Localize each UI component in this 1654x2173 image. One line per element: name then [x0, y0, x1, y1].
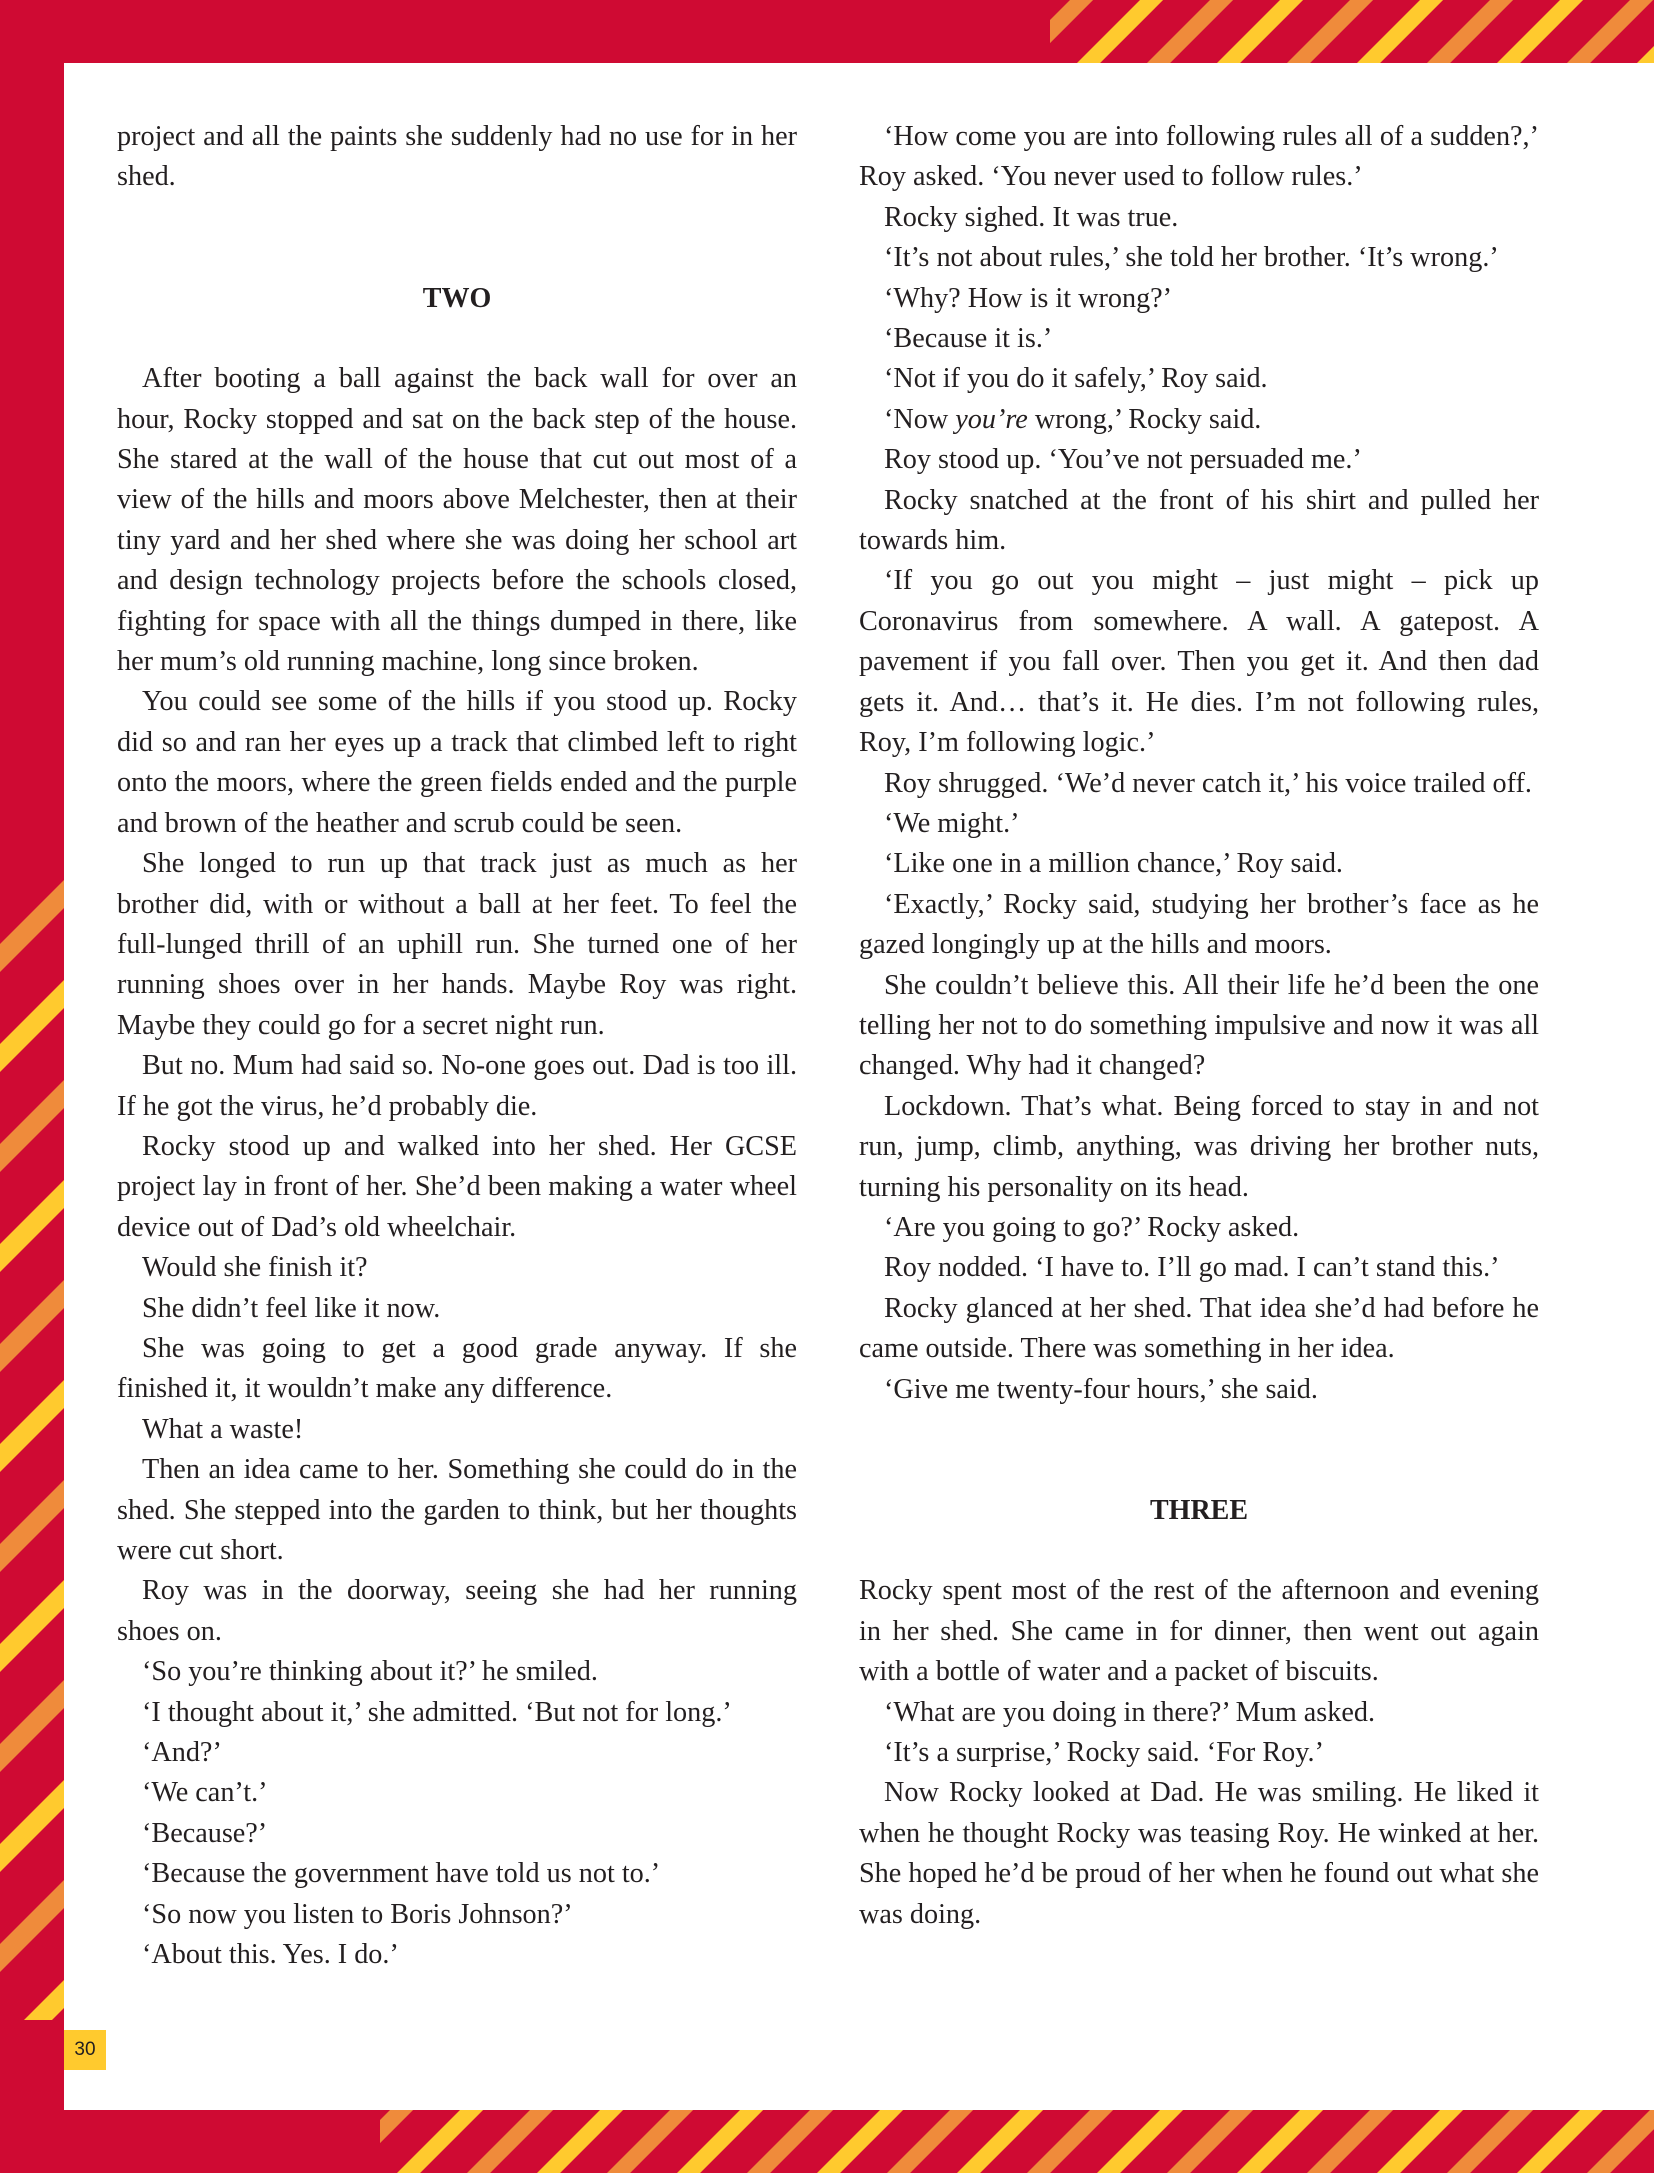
- stripe: [1027, 2110, 1113, 2173]
- paragraph: She longed to run up that track just as much as her brother did, with or without a ball at her feet. To feel the full-lunged thrill of an uphill run. She turned one of her running shoes over in her hands. Maybe Roy was right. Maybe they could go for a secret night run.: [117, 848, 797, 1041]
- page-body: [64, 63, 1654, 2110]
- stripe: [0, 980, 64, 1072]
- paragraph: ‘Why? How is it wrong?’: [884, 282, 1173, 314]
- bottom-stripes-decoration: [380, 2110, 1654, 2173]
- paragraph: Would she finish it?: [142, 1252, 368, 1284]
- stripe: [0, 1380, 64, 1472]
- left-text-column: [117, 117, 797, 1975]
- paragraph: Rocky glanced at her shed. That idea she’d had before he came outside. There was something in her idea.: [859, 1292, 1539, 1365]
- paragraph: ‘Because the government have told us not to.’: [142, 1858, 661, 1890]
- stripe: [1167, 2110, 1253, 2173]
- paragraph: You could see some of the hills if you stood up. Rocky did so and ran her eyes up a track that climbed left to right onto the moors, where the green fields ended and the purple and brown of the heather and scrub could be seen.: [117, 686, 797, 839]
- top-stripes-decoration: [1050, 0, 1654, 64]
- paragraph: ‘It’s a surprise,’ Rocky said. ‘For Roy.’: [884, 1737, 1324, 1769]
- stripe: [1356, 0, 1443, 64]
- paragraph: Rocky sighed. It was true.: [884, 201, 1179, 233]
- stripe: [1097, 2110, 1183, 2173]
- stripe: [1587, 2110, 1654, 2173]
- stripe: [607, 2110, 693, 2173]
- paragraph: She didn’t feel like it now.: [142, 1292, 441, 1324]
- paragraph: ‘We can’t.’: [142, 1777, 268, 1809]
- stripe: [1286, 0, 1373, 64]
- paragraph: project and all the paints she suddenly had no use for in her shed.: [117, 121, 797, 193]
- paragraph: ‘Exactly,’ Rocky said, studying her brother’s face as he gazed longingly up at the hills and moors.: [859, 888, 1539, 961]
- stripe: [747, 2110, 833, 2173]
- paragraph: Now Rocky looked at Dad. He was smiling. He liked it when he thought Rocky was teasing Roy. He winked at her. She hoped he’d be proud of her when he found out what she was doing.: [859, 1777, 1539, 1930]
- chapter-heading: TWO: [422, 282, 492, 314]
- stripe: [817, 2110, 903, 2173]
- paragraph: What a waste!: [142, 1413, 304, 1445]
- paragraph: But no. Mum had said so. No-one goes out. Dad is too ill. If he got the virus, he’d probably die.: [117, 1050, 797, 1122]
- page-number: 30: [64, 2030, 106, 2070]
- stripe: [397, 2110, 483, 2173]
- stripe: [0, 1980, 64, 2020]
- stripe: [1496, 0, 1583, 64]
- stripe: [1076, 0, 1163, 64]
- stripe: [0, 880, 64, 972]
- paragraph: ‘So you’re thinking about it?’ he smiled.: [142, 1656, 598, 1688]
- stripe: [0, 1580, 64, 1672]
- paragraph: She was going to get a good grade anyway. If she finished it, it wouldn’t make any difference.: [117, 1332, 797, 1405]
- stripe: [0, 1680, 64, 1772]
- stripe: [537, 2110, 623, 2173]
- stripe: [467, 2110, 553, 2173]
- paragraph: Roy nodded. ‘I have to. I’ll go mad. I can’t stand this.’: [884, 1252, 1500, 1284]
- paragraph: Rocky snatched at the front of his shirt and pulled her towards him.: [859, 484, 1539, 557]
- stripe: [1426, 0, 1513, 64]
- paragraph: ‘Because it is.’: [884, 323, 1053, 355]
- stripe: [0, 1080, 64, 1172]
- stripe: [1517, 2110, 1603, 2173]
- paragraph: Roy stood up. ‘You’ve not persuaded me.’: [884, 444, 1362, 476]
- paragraph: ‘Are you going to go?’ Rocky asked.: [884, 1211, 1300, 1243]
- paragraph: ‘It’s not about rules,’ she told her brother. ‘It’s wrong.’: [884, 242, 1499, 274]
- paragraph: Roy shrugged. ‘We’d never catch it,’ his voice trailed off.: [884, 767, 1532, 799]
- stripe: [1377, 2110, 1463, 2173]
- paragraph: ‘Because?’: [142, 1817, 268, 1849]
- paragraph: ‘And?’: [142, 1737, 222, 1769]
- paragraph: She couldn’t believe this. All their life he’d been the one telling her not to do something impulsive and now it was all changed. Why had it changed?: [859, 969, 1539, 1082]
- stripe: [1447, 2110, 1533, 2173]
- paragraph: Then an idea came to her. Something she could do in the shed. She stepped into the garden to think, but her thoughts were cut short.: [117, 1454, 797, 1566]
- stripe: [0, 1280, 64, 1372]
- stripe: [0, 1180, 64, 1272]
- stripe: [1216, 0, 1303, 64]
- paragraph: Lockdown. That’s what. Being forced to stay in and not run, jump, climb, anything, was driving her brother nuts, turning his personality on its head.: [859, 1090, 1539, 1203]
- stripe: [1146, 0, 1233, 64]
- paragraph: ‘Not if you do it safely,’ Roy said.: [884, 363, 1268, 395]
- stripe: [1566, 0, 1653, 64]
- emphasis: you’re: [955, 403, 1028, 435]
- paragraph: ‘How come you are into following rules all of a sudden?,’ Roy asked. ‘You never used to follow rules.’: [859, 121, 1539, 193]
- stripe: [0, 1480, 64, 1572]
- paragraph: ‘I thought about it,’ she admitted. ‘But not for long.’: [142, 1696, 732, 1728]
- paragraph: ‘About this. Yes. I do.’: [142, 1939, 399, 1971]
- paragraph: ‘Give me twenty-four hours,’ she said.: [884, 1373, 1318, 1405]
- paragraph: ‘We might.’: [884, 807, 1020, 839]
- paragraph: Roy was in the doorway, seeing she had her running shoes on.: [117, 1575, 797, 1647]
- paragraph: ‘Now you’re wrong,’ Rocky said.: [884, 403, 1262, 435]
- stripe: [1237, 2110, 1323, 2173]
- stripe: [0, 1780, 64, 1872]
- paragraph: Rocky stood up and walked into her shed. Her GCSE project lay in front of her. She’d been making a water wheel device out of Dad’s old wheelchair.: [117, 1130, 797, 1243]
- paragraph: ‘So now you listen to Boris Johnson?’: [142, 1898, 573, 1930]
- paragraph: Rocky spent most of the rest of the afternoon and evening in her shed. She came in for dinner, then went out again with a bottle of water and a packet of biscuits.: [859, 1575, 1539, 1688]
- stripe: [1307, 2110, 1393, 2173]
- paragraph: ‘If you go out you might – just might – pick up Coronavirus from somewhere. A wall. A gatepost. A pavement if you fall over. Then you get it. And then dad gets it. And… that’s it. He dies. I’m not following rules, Roy, I’m following logic.’: [859, 565, 1539, 759]
- stripe: [887, 2110, 973, 2173]
- paragraph: ‘Like one in a million chance,’ Roy said.: [884, 848, 1343, 880]
- paragraph: ‘What are you doing in there?’ Mum asked.: [884, 1696, 1376, 1728]
- stripe: [0, 1880, 64, 1972]
- left-stripes-decoration: [0, 880, 64, 2020]
- right-text-column: [859, 117, 1539, 1935]
- stripe: [957, 2110, 1043, 2173]
- paragraph: After booting a ball against the back wall for over an hour, Rocky stopped and sat on the back step of the house. She stared at the wall of the house that cut out most of a view of the hills and moors above Melchester, then at their tiny yard and her shed where she was doing her school art and design technology projects before the schools closed, fighting for space with all the things dumped in there, like her mum’s old running machine, long since broken.: [117, 363, 797, 678]
- stripe: [677, 2110, 763, 2173]
- chapter-heading: THREE: [1149, 1495, 1249, 1526]
